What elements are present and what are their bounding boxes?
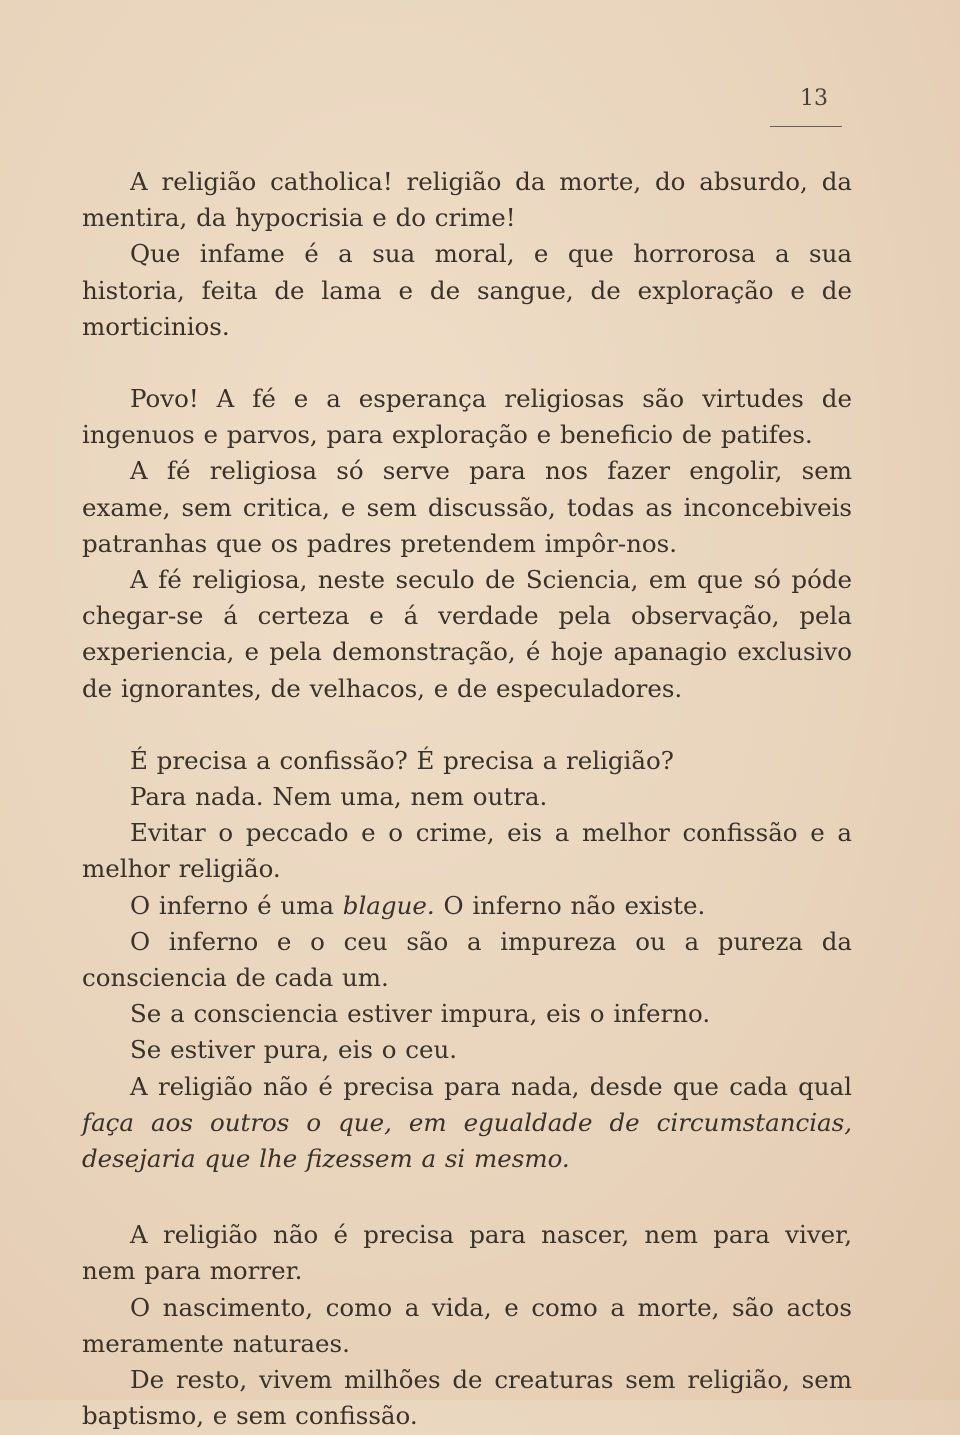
paragraph: A fé religiosa só serve para nos fazer engolir, sem exame, sem critica, e sem discussão, todas as inconcebiveis patranhas que os padres pretendem impôr-nos. (82, 456, 852, 558)
italic-term: blague. (342, 890, 435, 920)
paragraph: O nascimento, como a vida, e como a morte, são actos meramente naturaes. (82, 1292, 852, 1358)
body-text (82, 164, 852, 1435)
paragraph: De resto, vivem milhões de creaturas sem religião, sem baptismo, e sem confissão. (82, 1365, 852, 1431)
paragraph: Evitar o peccado e o crime, eis a melhor confissão e a melhor religião. (82, 818, 852, 884)
paragraph: É precisa a confissão? É precisa a religião? (130, 745, 674, 775)
paragraph (82, 888, 852, 924)
paragraph: Se estiver pura, eis o ceu. (130, 1035, 458, 1065)
text-run: A religião não é precisa para nada, desde que cada qual (130, 1071, 852, 1101)
paragraph: Povo! A fé e a esperança religiosas são virtudes de ingenuos e parvos, para exploração e beneficio de patifes. (82, 384, 852, 450)
paragraph: Para nada. Nem uma, nem outra. (130, 782, 548, 812)
paragraph (82, 1069, 852, 1178)
paragraph: Que infame é a sua moral, e que horrorosa a sua historia, feita de lama e de sangue, de exploração e de morticinios. (82, 239, 852, 341)
paragraph: A religião catholica! religião da morte, do absurdo, da mentira, da hypocrisia e do crime! (82, 167, 852, 233)
text-run: O inferno não existe. (434, 890, 706, 920)
page-number-rule (770, 126, 842, 127)
paragraph: A religião não é precisa para nascer, nem para viver, nem para morrer. (82, 1220, 852, 1286)
page-number: 13 (800, 86, 828, 111)
paragraph: O inferno e o ceu são a impureza ou a pureza da consciencia de cada um. (82, 926, 852, 993)
italic-quote: faça aos outros o que, em egualdade de circumstancias, desejaria que lhe fizessem a si mesmo. (82, 1107, 852, 1174)
paragraph: A fé religiosa, neste seculo de Sciencia, em que só póde chegar-se á certeza e á verdade pela observação, pela experiencia, e pela demonstração, é hoje apanagio exclusivo de ignorantes, de velhacos, e de especuladores. (82, 565, 852, 703)
text-run: O inferno é uma (130, 890, 343, 920)
paragraph: Se a consciencia estiver impura, eis o inferno. (130, 999, 711, 1029)
